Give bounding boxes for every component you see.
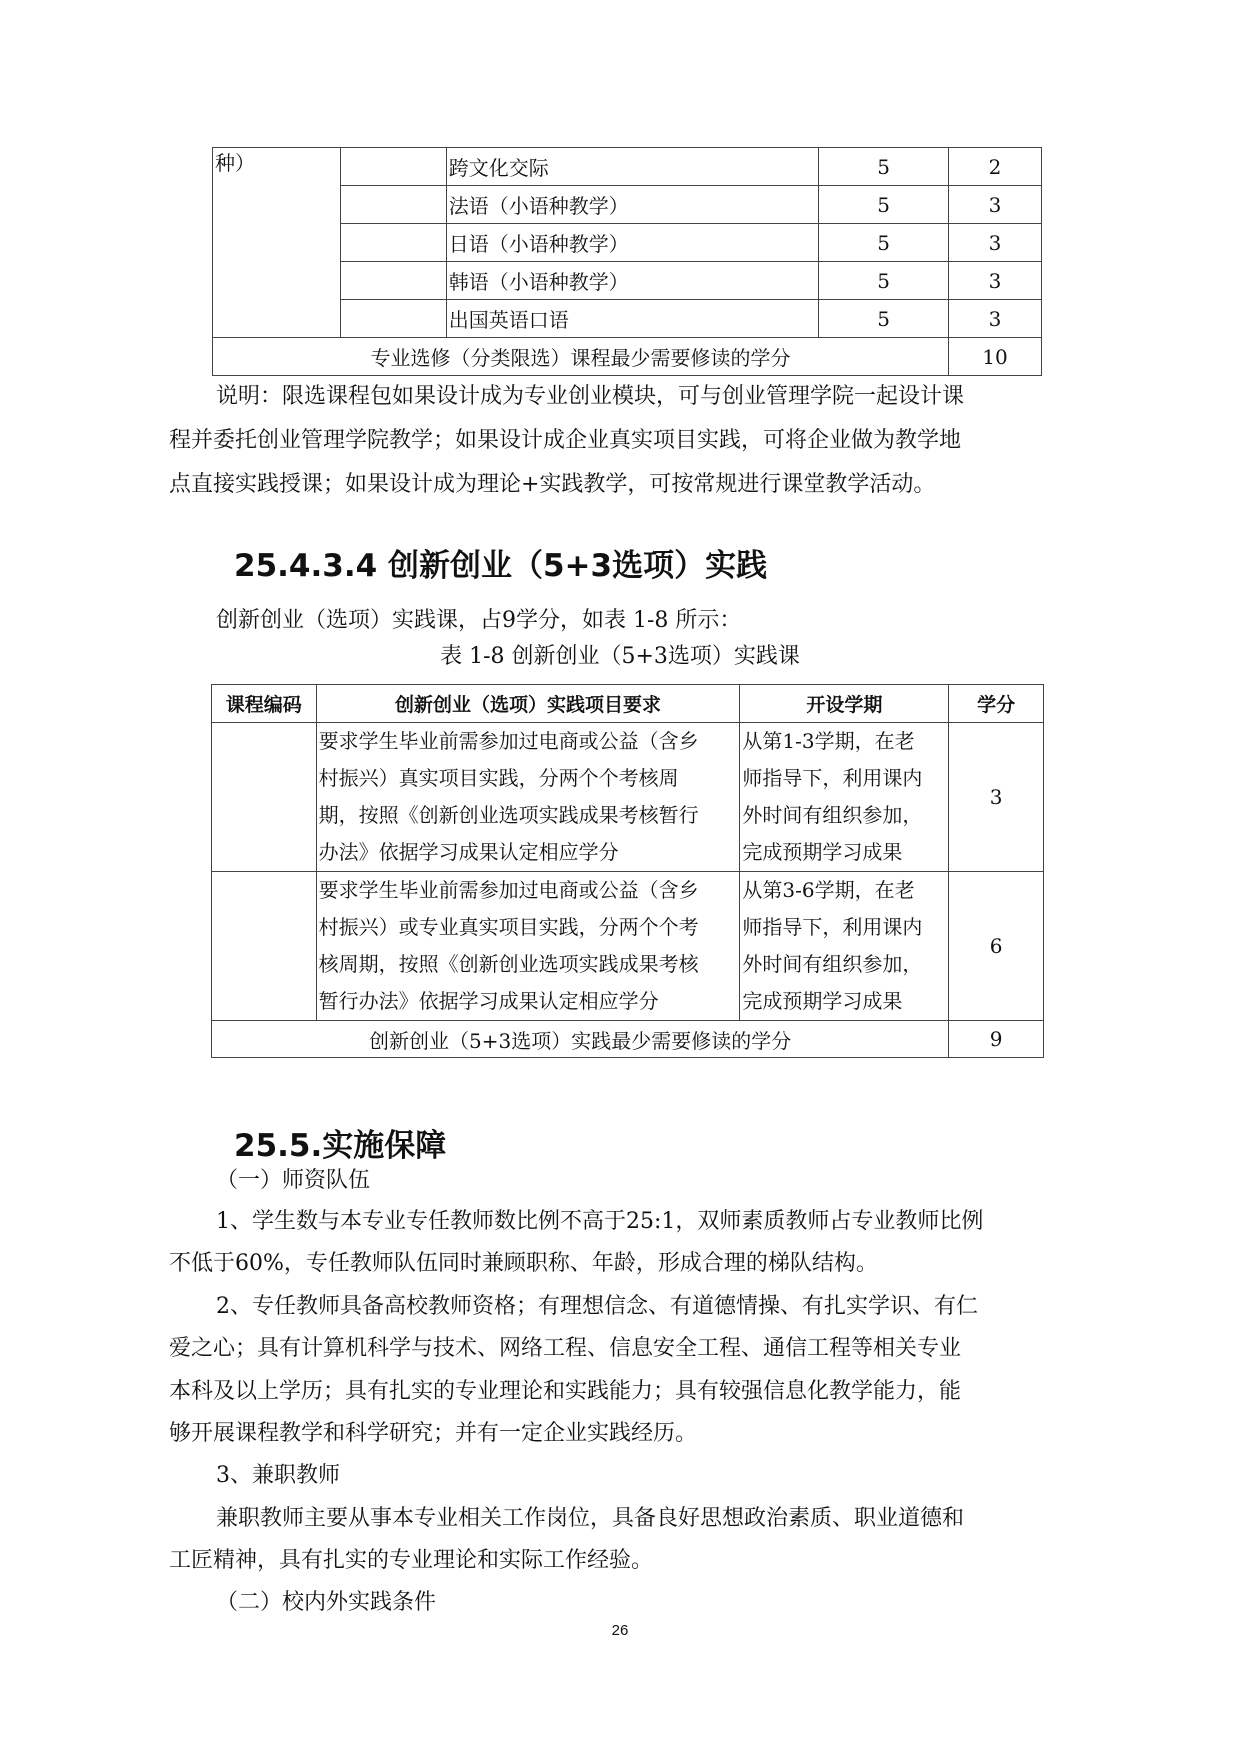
semester: 5 (819, 186, 949, 224)
intro-text: 创新创业（选项）实践课，占9学分，如表 1-8 所示： (216, 608, 742, 633)
empty-cell (340, 300, 446, 338)
section-heading: 25.5.实施保障 (234, 1128, 447, 1164)
text-line: 办法》依据学习成果认定相应学分 (318, 840, 619, 864)
body-line: 工匠精神，具有扎实的专业理论和实际工作经验。 (169, 1548, 654, 1573)
header-requirement: 创新创业（选项）实践项目要求 (316, 685, 740, 723)
term (740, 723, 949, 872)
credits: 3 (949, 300, 1042, 338)
table-caption: 表 1-8 创新创业（5+3选项）实践课 (440, 644, 800, 669)
credits: 6 (949, 872, 1044, 1021)
category-cell: 种） (213, 148, 341, 338)
course-code (212, 723, 317, 872)
table-row (212, 723, 1044, 872)
body-line: 兼职教师主要从事本专业相关工作岗位，具备良好思想政治素质、职业道德和 (216, 1506, 965, 1531)
body-line: 爱之心；具有计算机科学与技术、网络工程、信息安全工程、通信工程等相关专业 (169, 1336, 962, 1361)
total-row (212, 1021, 1044, 1058)
requirement (316, 872, 740, 1021)
text-line: 外时间有组织参加， (742, 803, 923, 827)
body-line: （一）师资队伍 (216, 1168, 371, 1193)
text-line: 外时间有组织参加， (742, 952, 923, 976)
text-line: 期，按照《创新创业选项实践成果考核暂行 (318, 803, 699, 827)
term (740, 872, 949, 1021)
text-line: 师指导下，利用课内 (742, 915, 923, 939)
empty-cell (340, 224, 446, 262)
text-line: 从第3-6学期，在老 (742, 878, 915, 902)
semester: 5 (819, 262, 949, 300)
body-line: 2、专任教师具备高校教师资格；有理想信念、有道德情操、有扎实学识、有仁 (216, 1294, 978, 1319)
semester: 5 (819, 300, 949, 338)
semester: 5 (819, 224, 949, 262)
header-code: 课程编码 (212, 685, 317, 723)
course-name: 法语（小语种教学） (446, 186, 819, 224)
text-line: 从第1-3学期，在老 (742, 729, 915, 753)
body-line: 1、学生数与本专业专任教师数比例不高于25:1，双师素质教师占专业教师比例 (216, 1209, 984, 1234)
course-code (212, 872, 317, 1021)
requirement (316, 723, 740, 872)
credits: 3 (949, 723, 1044, 872)
course-name: 跨文化交际 (446, 148, 819, 186)
credits: 3 (949, 186, 1042, 224)
header-term: 开设学期 (740, 685, 949, 723)
course-name: 日语（小语种教学） (446, 224, 819, 262)
course-name: 出国英语口语 (446, 300, 819, 338)
credits: 3 (949, 224, 1042, 262)
body-line: （二）校内外实践条件 (216, 1590, 437, 1615)
text-line: 师指导下，利用课内 (742, 766, 923, 790)
text-line: 完成预期学习成果 (742, 989, 903, 1013)
table-row (212, 872, 1044, 1021)
text-line: 要求学生毕业前需参加过电商或公益（含乡 (318, 729, 699, 753)
text-line: 村振兴）真实项目实践，分两个个考核周 (318, 766, 679, 790)
body-line: 够开展课程教学和科学研究；并有一定企业实践经历。 (169, 1421, 698, 1446)
page-number: 26 (611, 1622, 629, 1639)
section-heading: 25.4.3.4 创新创业（5+3选项）实践 (234, 548, 768, 584)
note-line: 点直接实践授课；如果设计成为理论+实践教学，可按常规进行课堂教学活动。 (169, 472, 936, 497)
credits: 3 (949, 262, 1042, 300)
total-row (213, 338, 1042, 376)
empty-cell (340, 148, 446, 186)
empty-cell (340, 262, 446, 300)
total-label: 专业选修（分类限选）课程最少需要修读的学分 (213, 338, 949, 376)
note-line: 说明：限选课程包如果设计成为专业创业模块，可与创业管理学院一起设计课 (216, 384, 965, 409)
text-line: 要求学生毕业前需参加过电商或公益（含乡 (318, 878, 699, 902)
total-value: 10 (949, 338, 1042, 376)
total-label: 创新创业（5+3选项）实践最少需要修读的学分 (212, 1021, 949, 1058)
text-line: 完成预期学习成果 (742, 840, 903, 864)
total-value: 9 (949, 1021, 1044, 1058)
text-line: 暂行办法》依据学习成果认定相应学分 (318, 989, 659, 1013)
body-line: 本科及以上学历；具有扎实的专业理论和实践能力；具有较强信息化教学能力，能 (169, 1379, 962, 1404)
body-line: 3、兼职教师 (216, 1463, 340, 1488)
body-line: 不低于60%，专任教师队伍同时兼顾职称、年龄，形成合理的梯队结构。 (169, 1251, 878, 1276)
text-line: 核周期，按照《创新创业选项实践成果考核 (318, 952, 699, 976)
note-line: 程并委托创业管理学院教学；如果设计成企业真实项目实践，可将企业做为教学地 (169, 428, 962, 453)
credits: 2 (949, 148, 1042, 186)
header-credits: 学分 (949, 685, 1044, 723)
elective-table (212, 147, 1042, 376)
table-row (213, 148, 1042, 186)
empty-cell (340, 186, 446, 224)
course-name: 韩语（小语种教学） (446, 262, 819, 300)
semester: 5 (819, 148, 949, 186)
text-line: 村振兴）或专业真实项目实践，分两个个考 (318, 915, 699, 939)
practice-table (211, 684, 1044, 1058)
